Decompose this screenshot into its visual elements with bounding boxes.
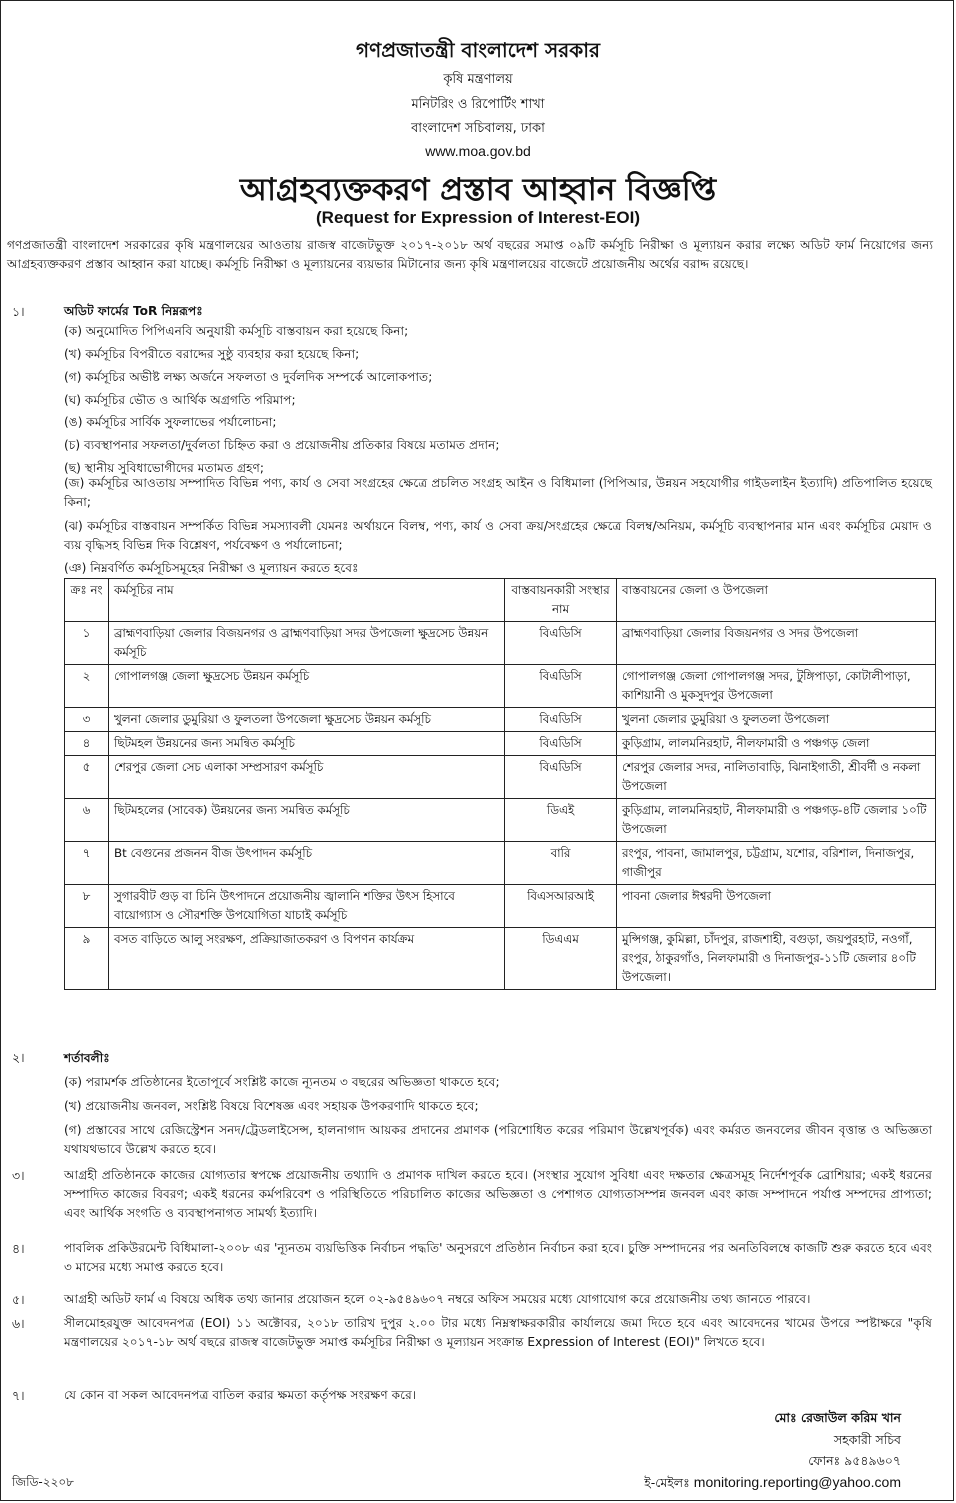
cell-location: গোপালগঞ্জ জেলা গোপালগঞ্জ সদর, টুঙ্গিপাড়া, কোটালীপাড়া, কাশিয়ানী ও মুকসুদপুর উপজেলা: [617, 665, 936, 708]
cell-location: রংপুর, পাবনা, জামালপুর, চট্টগ্রাম, যশোর, বরিশাল, দিনাজপুর, গাজীপুর: [617, 842, 936, 885]
table-row: [65, 756, 936, 799]
table-row: [65, 799, 936, 842]
section-1-heading: অডিট ফার্মের ToR নিম্নরূপঃ: [64, 304, 203, 318]
gd-code: জিডি-২২০৮: [12, 1475, 74, 1489]
cell-programme: বসত বাড়িতে আলু সংরক্ষণ, প্রক্রিয়াজাতকরণ ও বিপণন কার্যক্রম: [109, 928, 505, 990]
email-link[interactable]: monitoring.reporting@yahoo.com: [693, 1474, 901, 1490]
cell-serial: ৩: [65, 708, 109, 732]
signatory-designation: সহকারী সচিব: [833, 1432, 901, 1447]
col-header-programme: কর্মসূচির নাম: [109, 579, 505, 622]
table-row: [65, 842, 936, 885]
branch-name: মনিটরিং ও রিপোর্টিং শাখা: [411, 97, 545, 112]
section-7-number: ৭।: [12, 1388, 25, 1403]
tor-item: (ছ) স্থানীয় সুবিধাভোগীদের মতামত গ্রহণ;: [64, 461, 264, 475]
cell-programme: শেরপুর জেলা সেচ এলাকা সম্প্রসারণ কর্মসূচি: [109, 756, 505, 799]
table-row: [65, 665, 936, 708]
condition-item: (ক) পরামর্শক প্রতিষ্ঠানের ইতোপূর্বে সংশ্লিষ্ট কাজে ন্যূনতম ৩ বছরের অভিজ্ঞতা থাকতে হবে;: [64, 1075, 500, 1089]
signatory-email-line: [644, 1474, 901, 1495]
table-row: [65, 885, 936, 928]
section-6-number: ৬।: [12, 1316, 25, 1331]
notice-subtitle: (Request for Expression of Interest-EOI): [316, 208, 640, 227]
cell-location: খুলনা জেলার ডুমুরিয়া ও ফুলতলা উপজেলা: [617, 708, 936, 732]
cell-programme: Bt বেগুনের প্রজনন বীজ উৎপাদন কর্মসূচি: [109, 842, 505, 885]
cell-programme: ব্রাহ্মণবাড়িয়া জেলার বিজয়নগর ও ব্রাহ্মণবাড়িয়া সদর উপজেলা ক্ষুদ্রসেচ উন্নয়ন কর্মসূচি: [109, 622, 505, 665]
cell-serial: ৭: [65, 842, 109, 885]
intro-paragraph: গণপ্রজাতন্ত্রী বাংলাদেশ সরকারের কৃষি মন্ত্রণালয়ের আওতায় রাজস্ব বাজেটভুক্ত ২০১৭-২০১৮ অর্থ বছরের সমাপ্ত ০৯টি কর্মসূচি নিরীক্ষা ও মূল্যায়ন করার লক্ষ্যে অডিট ফার্ম নিয়োগের জন্য আগ্রহব্যক্তকরণ প্রস্তাব আহ্বান করা যাচ্ছে। কর্মসূচি নিরীক্ষা ও মূল্যায়নের ব্যয়ভার মিটানোর জন্য কৃষি মন্ত্রণালয়ের বাজেটে প্রয়োজনীয় অর্থের বরাদ্দ রয়েছে।: [7, 238, 933, 271]
table-row: [65, 732, 936, 756]
website-link[interactable]: www.moa.gov.bd: [425, 143, 531, 159]
cell-serial: ৯: [65, 928, 109, 990]
email-label: ই-মেইলঃ: [644, 1475, 690, 1490]
section-3-text: আগ্রহী প্রতিষ্ঠানকে কাজের যোগ্যতার স্বপক্ষে প্রয়োজনীয় তথ্যাদি ও প্রমাণক দাখিল করতে হবে। (সংস্থার সুযোগ সুবিধা এবং দক্ষতার ক্ষেত্রসমূহ নির্দেশপূর্বক ব্রোশিয়ার; একই ধরনের সম্পাদিত কাজের বিবরণ; একই ধরনের কর্মপরিবেশ ও পরিস্থিতিতে পরিচালিত কাজের অভিজ্ঞতা ও পেশাগত যোগ্যতাসম্পন্ন জনবল এবং কাজ সম্পাদনে পর্যাপ্ত সম্পদের প্রাপ্যতা; এবং আর্থিক সংগতি ও ব্যবস্থাপনাগত সামর্থ্য ইত্যাদি।: [64, 1168, 932, 1220]
cell-location: ব্রাহ্মণবাড়িয়া জেলার বিজয়নগর ও সদর উপজেলা: [617, 622, 936, 665]
cell-agency: বিএসআরআই: [505, 885, 617, 928]
tor-item: (চ) ব্যবস্থাপনার সফলতা/দুর্বলতা চিহ্নিত করা ও প্রয়োজনীয় প্রতিকার বিষয়ে মতামত প্রদান;: [64, 438, 500, 452]
cell-serial: ৪: [65, 732, 109, 756]
tor-item: (গ) কর্মসূচির অভীষ্ট লক্ষ্য অর্জনে সফলতা ও দুর্বলদিক সম্পর্কে আলোকপাত;: [64, 370, 433, 384]
condition-item: (গ) প্রস্তাবের সাথে রেজিস্ট্রেশন সনদ/ট্রেডলাইসেন্স, হালনাগাদ আয়কর প্রদানের প্রমাণক (পরিশোধিত করের পরিমাণ উল্লেখপূর্বক) এবং কর্মরত জনবলের জীবন বৃত্তান্ত ও অভিজ্ঞতা যথাযথভাবে উল্লেখ করতে হবে।: [64, 1123, 932, 1156]
signatory-name: মোঃ রেজাউল করিম খান: [774, 1410, 901, 1425]
section-4-number: ৪।: [12, 1241, 25, 1256]
cell-programme: খুলনা জেলার ডুমুরিয়া ও ফুলতলা উপজেলা ক্ষুদ্রসেচ উন্নয়ন কর্মসূচি: [109, 708, 505, 732]
section-5-number: ৫।: [12, 1292, 25, 1307]
cell-location: কুড়িগ্রাম, লালমনিরহাট, নীলফামারী ও পঞ্চগড় জেলা: [617, 732, 936, 756]
cell-agency: ডিএই: [505, 799, 617, 842]
section-2-heading: শর্তাবলীঃ: [64, 1051, 110, 1065]
tor-item: (খ) কর্মসূচির বিপরীতে বরাদ্দের সুষ্ঠু ব্যবহার করা হয়েছে কিনা;: [64, 347, 360, 361]
section-1-number: ১।: [12, 304, 25, 319]
cell-serial: ৮: [65, 885, 109, 928]
cell-agency: বিএডিসি: [505, 665, 617, 708]
section-6-text: সীলমোহরযুক্ত আবেদনপত্র (EOI) ১১ অক্টোবর, ২০১৮ তারিখ দুপুর ২.০০ টার মধ্যে নিম্নস্বাক্ষরকারীর কার্যালয়ে জমা দিতে হবে এবং আবেদনের খামের উপরে স্পষ্টাক্ষরে "কৃষি মন্ত্রণালয়ের ২০১৭-১৮ অর্থ বছরে রাজস্ব বাজেটভুক্ত সমাপ্ত কর্মসূচির নিরীক্ষা ও মূল্যায়ন সংক্রান্ত Expression of Interest (EOI)" লিখতে হবে।: [64, 1316, 932, 1349]
cell-agency: বিএডিসি: [505, 622, 617, 665]
tor-item: (ঝ) কর্মসূচির বাস্তবায়ন সম্পর্কিত বিভিন্ন সমস্যাবলী যেমনঃ অর্থায়নে বিলম্ব, পণ্য, কার্য ও সেবা ক্রয়/সংগ্রহের ক্ষেত্রে বিলম্ব/অনিয়ম, কর্মসূচি ব্যবস্থাপনার মান এবং কর্মসূচির মেয়াদ ও ব্যয় বৃদ্ধিসহ বিভিন্ন দিক বিশ্লেষণ, পর্যবেক্ষণ ও পর্যালোচনা;: [64, 519, 932, 552]
cell-agency: বারি: [505, 842, 617, 885]
cell-programme: ছিটমহলের (সাবেক) উন্নয়নের জন্য সমন্বিত কর্মসূচি: [109, 799, 505, 842]
cell-agency: বিএডিসি: [505, 708, 617, 732]
section-4-text: পাবলিক প্রকিউরমেন্ট বিধিমালা-২০০৮ এর 'ন্যূনতম ব্যয়ভিত্তিক নির্বাচন পদ্ধতি' অনুসরণে প্রতিষ্ঠান নির্বাচন করা হবে। চুক্তি সম্পাদনের পর অনতিবিলম্বে কাজটি শুরু করতে হবে এবং ৩ মাসের মধ্যে সমাপ্ত করতে হবে।: [64, 1241, 932, 1274]
signatory-phone: ফোনঃ ৯৫৪৯৬০৭: [808, 1453, 901, 1468]
cell-agency: বিএডিসি: [505, 732, 617, 756]
section-3-number: ৩।: [12, 1168, 25, 1183]
cell-location: পাবনা জেলার ঈশ্বরদী উপজেলা: [617, 885, 936, 928]
cell-serial: ৬: [65, 799, 109, 842]
section-7-text: যে কোন বা সকল আবেদনপত্র বাতিল করার ক্ষমতা কর্তৃপক্ষ সংরক্ষণ করে।: [64, 1388, 417, 1402]
ministry-name: কৃষি মন্ত্রণালয়: [443, 72, 513, 87]
table-row: [65, 928, 936, 990]
section-5-text: আগ্রহী অডিট ফার্ম এ বিষয়ে অধিক তথ্য জানার প্রয়োজন হলে ০২-৯৫৪৯৬০৭ নম্বরে অফিস সময়ের মধ্যে যোগাযোগ করে প্রয়োজনীয় তথ্য জানতে পারবে।: [64, 1292, 811, 1306]
table-row: [65, 622, 936, 665]
col-header-agency: বাস্তবায়নকারী সংস্থার নাম: [505, 579, 617, 622]
cell-location: কুড়িগ্রাম, লালমনিরহাট, নীলফামারী ও পঞ্চগড়-৪টি জেলার ১০টি উপজেলা: [617, 799, 936, 842]
section-2-number: ২।: [12, 1050, 25, 1065]
cell-programme: ছিটমহল উন্নয়নের জন্য সমন্বিত কর্মসূচি: [109, 732, 505, 756]
cell-serial: ৫: [65, 756, 109, 799]
cell-agency: বিএডিসি: [505, 756, 617, 799]
table-header-row: [65, 579, 936, 622]
table-row: [65, 708, 936, 732]
cell-serial: ১: [65, 622, 109, 665]
secretariat-address: বাংলাদেশ সচিবালয়, ঢাকা: [411, 121, 545, 136]
tor-item: (ঘ) কর্মসূচির ভৌত ও আর্থিক অগ্রগতি পরিমাপ;: [64, 393, 296, 407]
cell-programme: গোপালগঞ্জ জেলা ক্ষুদ্রসেচ উন্নয়ন কর্মসূচি: [109, 665, 505, 708]
col-header-serial: ক্রঃ নং: [65, 579, 109, 622]
cell-location: শেরপুর জেলার সদর, নালিতাবাড়ি, ঝিনাইগাতী, শ্রীবর্দী ও নকলা উপজেলা: [617, 756, 936, 799]
cell-location: মুন্সিগঞ্জ, কুমিল্লা, চাঁদপুর, রাজশাহী, বগুড়া, জয়পুরহাট, নওগাঁ, রংপুর, ঠাকুরগাঁও, নিলফামারী ও দিনাজপুর-১১টি জেলার ৪০টি উপজেলা।: [617, 928, 936, 990]
cell-programme: সুগারবীট গুড় বা চিনি উৎপাদনে প্রয়োজনীয় জ্বালানি শক্তির উৎস হিসাবে বায়োগ্যাস ও সৌরশক্তি উপযোগিতা যাচাই কর্মসূচি: [109, 885, 505, 928]
tor-item: (ঞ) নিম্নবর্ণিত কর্মসূচিসমূহের নিরীক্ষা ও মূল্যায়ন করতে হবেঃ: [64, 561, 359, 575]
tor-item: (ঙ) কর্মসূচির সার্বিক সুফলাভের পর্যালোচনা;: [64, 415, 277, 429]
tor-item: (জ) কর্মসূচির আওতায় সম্পাদিত বিভিন্ন পণ্য, কার্য ও সেবা সংগ্রহের ক্ষেত্রে প্রচলিত সংগ্রহ আইন ও বিধিমালা (পিপিআর, উন্নয়ন সহযোগীর গাইডলাইন ইত্যাদি) প্রতিপালিত হয়েছে কিনা;: [64, 476, 932, 509]
condition-item: (খ) প্রয়োজনীয় জনবল, সংশ্লিষ্ট বিষয়ে বিশেষজ্ঞ এবং সহায়ক উপকরণাদি থাকতে হবে;: [64, 1099, 479, 1113]
col-header-location: বাস্তবায়নের জেলা ও উপজেলা: [617, 579, 936, 622]
cell-serial: ২: [65, 665, 109, 708]
notice-title: আগ্রহব্যক্তকরণ প্রস্তাব আহ্বান বিজ্ঞপ্তি: [239, 172, 717, 208]
cell-agency: ডিএএম: [505, 928, 617, 990]
programme-table: [64, 578, 936, 990]
org-name: গণপ্রজাতন্ত্রী বাংলাদেশ সরকার: [356, 38, 600, 62]
tor-item: (ক) অনুমোদিত পিপিএনবি অনুযায়ী কর্মসূচি বাস্তবায়ন করা হয়েছে কিনা;: [64, 324, 409, 338]
